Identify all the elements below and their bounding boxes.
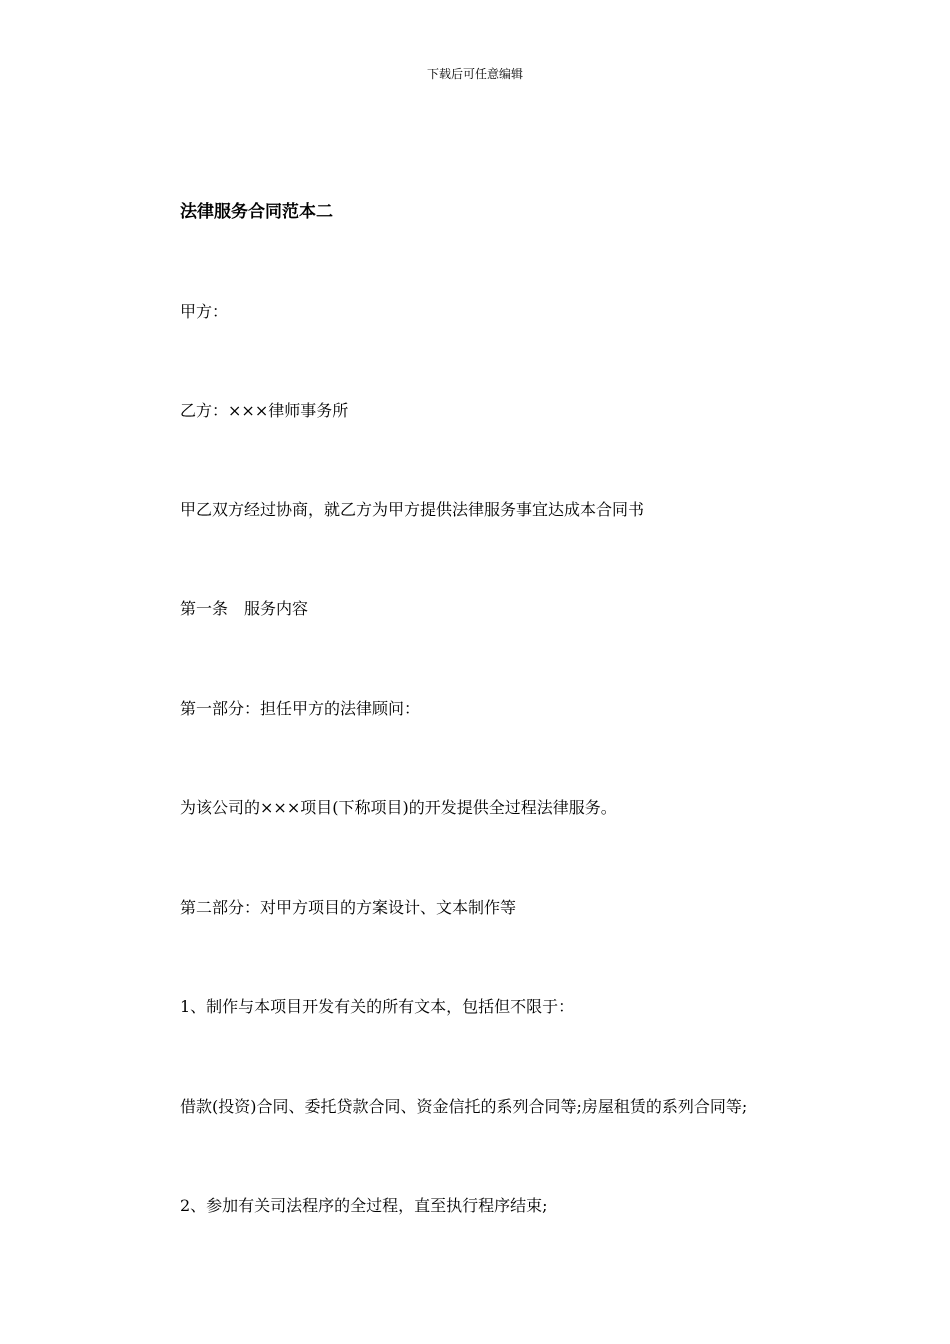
item-2-line: 2、参加有关司法程序的全过程，直至执行程序结束;	[180, 1196, 548, 1215]
item-1-line: 1、制作与本项目开发有关的所有文本，包括但不限于：	[180, 997, 575, 1016]
part-2-heading: 第二部分：对甲方项目的方案设计、文本制作等	[180, 898, 517, 917]
item-1-detail: 借款(投资)合同、委托贷款合同、资金信托的系列合同等;房屋租赁的系列合同等;	[180, 1097, 748, 1116]
part-1-body: 为该公司的×××项目(下称项目)的开发提供全过程法律服务。	[180, 798, 617, 817]
party-a-line: 甲方：	[180, 302, 229, 321]
part-1-heading: 第一部分：担任甲方的法律顾问：	[180, 699, 421, 718]
article-1-heading: 第一条 服务内容	[180, 599, 309, 618]
preamble-line: 甲乙双方经过协商，就乙方为甲方提供法律服务事宜达成本合同书	[180, 500, 645, 519]
party-b-line: 乙方：×××律师事务所	[180, 401, 349, 420]
header-note: 下载后可任意编辑	[426, 67, 523, 81]
contract-title: 法律服务合同范本二	[180, 202, 333, 222]
